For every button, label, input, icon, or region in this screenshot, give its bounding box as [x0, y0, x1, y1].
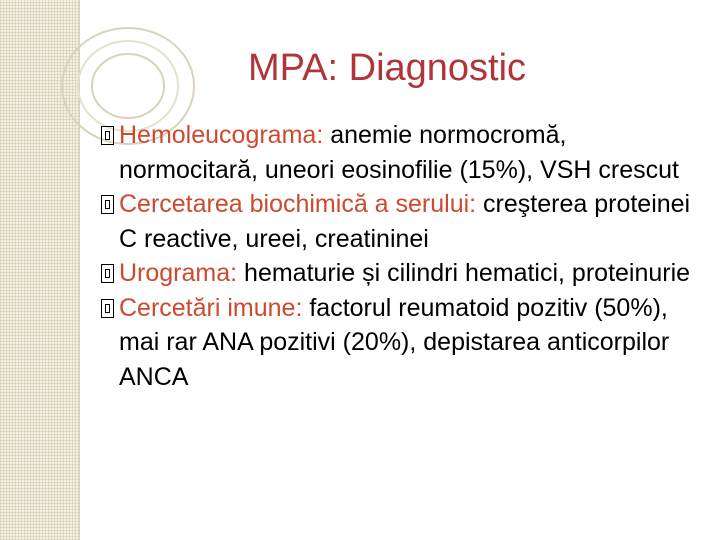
square-bullet-icon [101, 126, 114, 145]
bullet-item-biochimica [101, 187, 711, 256]
square-bullet-icon [101, 299, 114, 318]
bullet-label: Cercetarea biochimică a serului: [119, 190, 477, 218]
square-bullet-icon [101, 195, 114, 214]
bullet-text: creşterea proteinei C reactive, ureei, creatininei [119, 190, 691, 253]
bullet-text: hematurie și cilindri hematici, proteinurie [237, 259, 691, 287]
bullet-item-imune [101, 291, 711, 395]
square-bullet-icon [101, 264, 114, 283]
bullet-item-hemoleucograma [101, 118, 711, 187]
bullet-label: Hemoleucograma: [119, 121, 324, 149]
bullet-list [101, 118, 711, 394]
bullet-text: anemie normocromă, normocitară, uneori eosinofilie (15%), VSH crescut [119, 121, 679, 184]
bullet-item-urograma [101, 256, 711, 291]
bullet-text: factorul reumatoid pozitiv (50%), mai rar ANA pozitivi (20%), depistarea anticorpilor ANCA [119, 293, 670, 391]
slide-title: MPA: Diagnostic [248, 47, 527, 89]
bullet-label: Cercetări imune: [119, 293, 303, 322]
bullet-label: Urograma: [119, 259, 238, 287]
